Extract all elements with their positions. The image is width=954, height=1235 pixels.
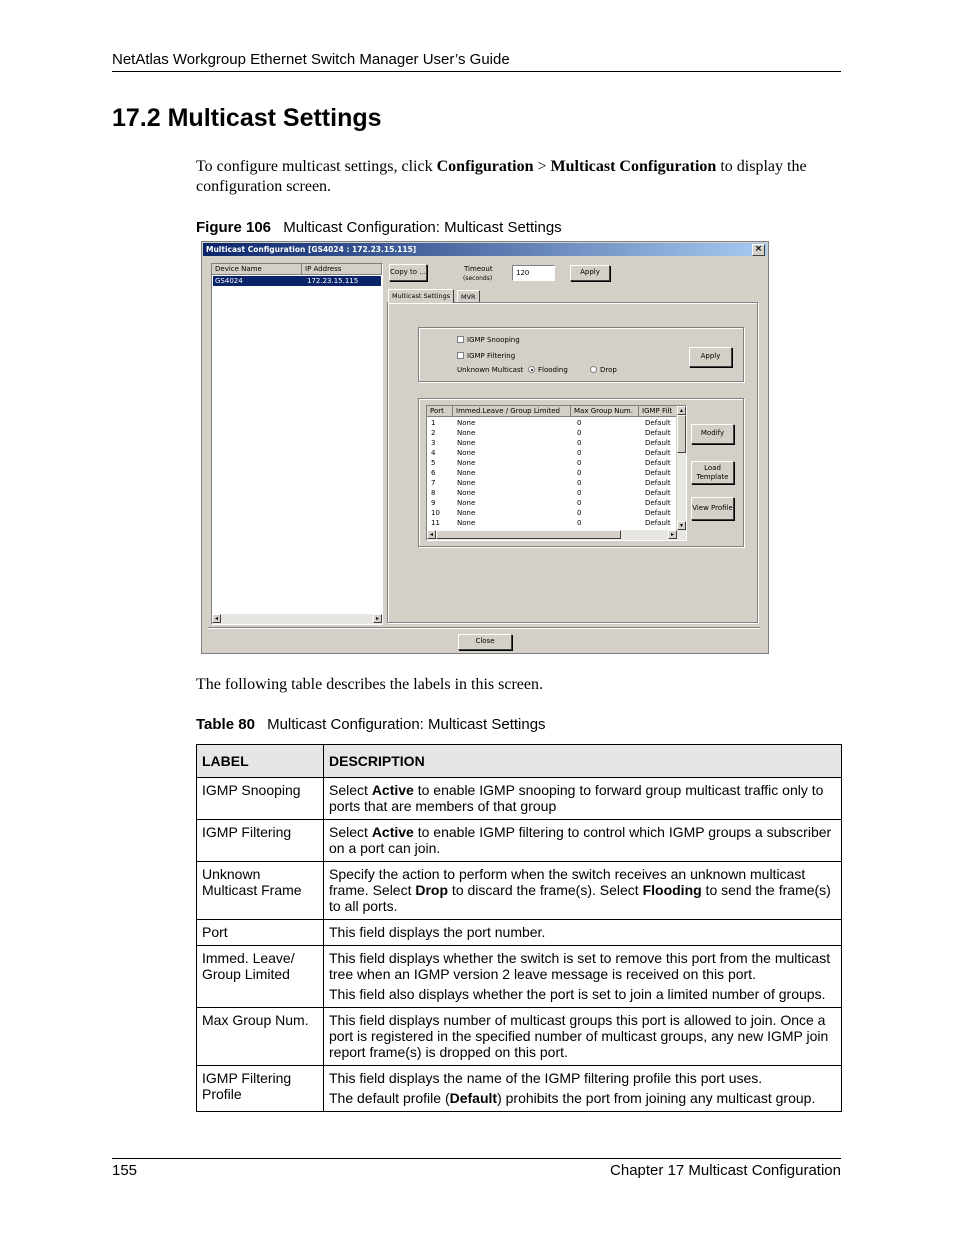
chapter-title: Chapter 17 Multicast Configuration bbox=[610, 1162, 841, 1179]
hscroll-thumb[interactable] bbox=[436, 530, 621, 539]
grid-cell: 5 bbox=[431, 459, 436, 467]
grid-cell: None bbox=[457, 489, 476, 497]
scroll-down-icon[interactable]: ▾ bbox=[677, 521, 686, 530]
table-row: IGMP Filtering Select Active to enable IGMP filtering to control which IGMP groups a subscriber on a port can join. bbox=[197, 820, 842, 862]
grid-cell: None bbox=[457, 459, 476, 467]
scroll-left-icon[interactable]: ◂ bbox=[427, 530, 436, 539]
window-titlebar: Multicast Configuration [GS4024 : 172.23.15.115] × bbox=[203, 243, 767, 256]
ip-address-header[interactable]: IP Address bbox=[302, 264, 382, 275]
tab-mvr[interactable]: MVR bbox=[457, 290, 480, 302]
grid-cell: Default bbox=[645, 459, 671, 467]
grid-cell: 0 bbox=[577, 469, 582, 477]
grid-cell: None bbox=[457, 499, 476, 507]
grid-cell: 0 bbox=[577, 519, 582, 527]
grid-header-max-group[interactable]: Max Group Num. bbox=[571, 406, 639, 417]
running-header: NetAtlas Workgroup Ethernet Switch Manager User’s Guide bbox=[112, 51, 510, 68]
scroll-right-icon[interactable]: ▸ bbox=[373, 614, 382, 623]
grid-cell: Default bbox=[645, 489, 671, 497]
checkbox-icon[interactable] bbox=[457, 352, 464, 359]
grid-cell: 0 bbox=[577, 449, 582, 457]
igmp-snooping-checkbox[interactable]: IGMP Snooping bbox=[457, 336, 520, 344]
timeout-label: Timeout bbox=[464, 265, 493, 273]
table-caption: Table 80 Multicast Configuration: Multicast Settings bbox=[196, 716, 546, 733]
device-list-hscroll[interactable] bbox=[212, 614, 382, 624]
close-button[interactable]: Close bbox=[458, 634, 512, 650]
grid-row[interactable] bbox=[427, 508, 687, 518]
page-number: 155 bbox=[112, 1162, 138, 1179]
device-row[interactable]: GS4024 172.23.15.115 bbox=[213, 276, 381, 286]
grid-cell: 3 bbox=[431, 439, 436, 447]
timeout-units: (seconds) bbox=[463, 275, 493, 282]
tab-multicast-settings[interactable]: Multicast Settings bbox=[388, 289, 454, 303]
table-row: Immed. Leave/ Group Limited This field displays whether the switch is set to remove this port from the multicast tree when an IGMP version 2 leave message is received on this port. This field also displays whether the port is set to join a limited number of groups. bbox=[197, 946, 842, 1008]
grid-cell: 0 bbox=[577, 459, 582, 467]
multicast-config-window bbox=[201, 241, 769, 654]
grid-cell: None bbox=[457, 439, 476, 447]
grid-cell: None bbox=[457, 479, 476, 487]
grid-row[interactable] bbox=[427, 498, 687, 508]
copy-to-button[interactable]: Copy to ... bbox=[389, 264, 427, 281]
checkbox-icon[interactable] bbox=[457, 336, 464, 343]
table-row: IGMP Snooping Select Active to enable IGMP snooping to forward group multicast traffic only to ports that are members of that group bbox=[197, 778, 842, 820]
device-list[interactable] bbox=[211, 263, 383, 625]
timeout-input[interactable]: 120 bbox=[512, 265, 555, 281]
scroll-left-icon[interactable]: ◂ bbox=[212, 614, 221, 623]
table-row: Port This field displays the port number. bbox=[197, 920, 842, 946]
grid-row[interactable] bbox=[427, 428, 687, 438]
grid-row[interactable] bbox=[427, 438, 687, 448]
grid-cell: 0 bbox=[577, 489, 582, 497]
unknown-multicast-label: Unknown Multicast bbox=[457, 366, 524, 374]
view-profile-button[interactable]: View Profile bbox=[691, 497, 734, 520]
grid-cell: Default bbox=[645, 509, 671, 517]
grid-vscroll[interactable] bbox=[676, 406, 686, 530]
section-title: 17.2 Multicast Settings bbox=[112, 104, 382, 132]
modify-button[interactable]: Modify bbox=[691, 424, 734, 444]
apply-timeout-button[interactable]: Apply bbox=[570, 265, 610, 281]
port-group bbox=[418, 398, 744, 547]
grid-row[interactable] bbox=[427, 518, 687, 528]
grid-cell: 0 bbox=[577, 429, 582, 437]
load-template-button[interactable]: Load Template bbox=[691, 461, 734, 484]
apply-settings-button[interactable]: Apply bbox=[689, 347, 732, 367]
table-row: Unknown Multicast Frame Specify the action to perform when the switch receives an unknown multicast frame. Select Drop to discard the frame(s). Select Flooding to send the frame(s) to all ports. bbox=[197, 862, 842, 920]
grid-header-port[interactable]: Port bbox=[427, 406, 453, 417]
window-divider bbox=[208, 627, 760, 629]
grid-cell: 0 bbox=[577, 419, 582, 427]
grid-cell: None bbox=[457, 429, 476, 437]
scroll-up-icon[interactable]: ▴ bbox=[677, 406, 686, 415]
grid-cell: None bbox=[457, 509, 476, 517]
grid-row[interactable] bbox=[427, 478, 687, 488]
header-rule bbox=[112, 71, 841, 72]
grid-cell: Default bbox=[645, 519, 671, 527]
table-header-row bbox=[197, 745, 842, 778]
close-icon[interactable]: × bbox=[752, 244, 765, 256]
grid-cell: Default bbox=[645, 479, 671, 487]
grid-cell: Default bbox=[645, 469, 671, 477]
grid-header-igmp-filter[interactable]: IGMP Filt bbox=[639, 406, 677, 417]
grid-row[interactable] bbox=[427, 418, 687, 428]
igmp-filtering-checkbox[interactable]: IGMP Filtering bbox=[457, 352, 515, 360]
grid-hscroll[interactable] bbox=[427, 530, 686, 540]
grid-cell: Default bbox=[645, 419, 671, 427]
grid-cell: 0 bbox=[577, 509, 582, 517]
grid-cell: Default bbox=[645, 449, 671, 457]
grid-cell: 2 bbox=[431, 429, 436, 437]
following-text: The following table describes the labels in this screen. bbox=[196, 676, 544, 693]
grid-row[interactable] bbox=[427, 458, 687, 468]
grid-cell: 8 bbox=[431, 489, 436, 497]
grid-cell: Default bbox=[645, 429, 671, 437]
settings-group bbox=[418, 327, 744, 382]
table-row: Max Group Num. This field displays number of multicast groups this port is allowed to join. Once a port is registered in the specified number of multicast groups, any new IGMP join report frame(s) is dropped on this port. bbox=[197, 1008, 842, 1066]
device-name-header[interactable]: Device Name bbox=[212, 264, 302, 275]
intro-paragraph: To configure multicast settings, click Configuration > Multicast Configuration to display the configuration screen. bbox=[196, 158, 807, 195]
grid-cell: 7 bbox=[431, 479, 436, 487]
grid-cell: None bbox=[457, 469, 476, 477]
flooding-radio[interactable]: Flooding bbox=[528, 366, 568, 374]
grid-cell: Default bbox=[645, 439, 671, 447]
scroll-right-icon[interactable]: ▸ bbox=[668, 530, 677, 539]
grid-cell: 4 bbox=[431, 449, 436, 457]
grid-cell: 0 bbox=[577, 479, 582, 487]
scroll-thumb[interactable] bbox=[677, 415, 686, 453]
grid-cell: 6 bbox=[431, 469, 436, 477]
grid-cell: 1 bbox=[431, 419, 436, 427]
grid-cell: 9 bbox=[431, 499, 436, 507]
radio-icon[interactable] bbox=[590, 366, 597, 373]
radio-selected-icon[interactable] bbox=[528, 366, 535, 373]
label-column-header: LABEL bbox=[197, 745, 324, 778]
grid-cell: 0 bbox=[577, 439, 582, 447]
grid-row[interactable] bbox=[427, 448, 687, 458]
grid-cell: 10 bbox=[431, 509, 440, 517]
description-column-header: DESCRIPTION bbox=[324, 745, 842, 778]
grid-header-immed-leave[interactable]: Immed.Leave / Group Limited bbox=[453, 406, 571, 417]
grid-cell: None bbox=[457, 449, 476, 457]
drop-radio[interactable]: Drop bbox=[590, 366, 617, 374]
grid-row[interactable] bbox=[427, 488, 687, 498]
tab-page bbox=[387, 302, 758, 623]
port-grid[interactable] bbox=[426, 405, 687, 541]
footer-rule bbox=[112, 1158, 841, 1159]
grid-cell: None bbox=[457, 419, 476, 427]
figure-caption: Figure 106 Multicast Configuration: Multicast Settings bbox=[196, 219, 562, 236]
grid-cell: 0 bbox=[577, 499, 582, 507]
grid-row[interactable] bbox=[427, 468, 687, 478]
table-row: IGMP Filtering Profile This field displays the name of the IGMP filtering profile this port uses. The default profile (Default) prohibits the port from joining any multicast group. bbox=[197, 1066, 842, 1112]
grid-cell: 11 bbox=[431, 519, 440, 527]
grid-cell: Default bbox=[645, 499, 671, 507]
grid-cell: None bbox=[457, 519, 476, 527]
description-table bbox=[196, 744, 842, 1112]
